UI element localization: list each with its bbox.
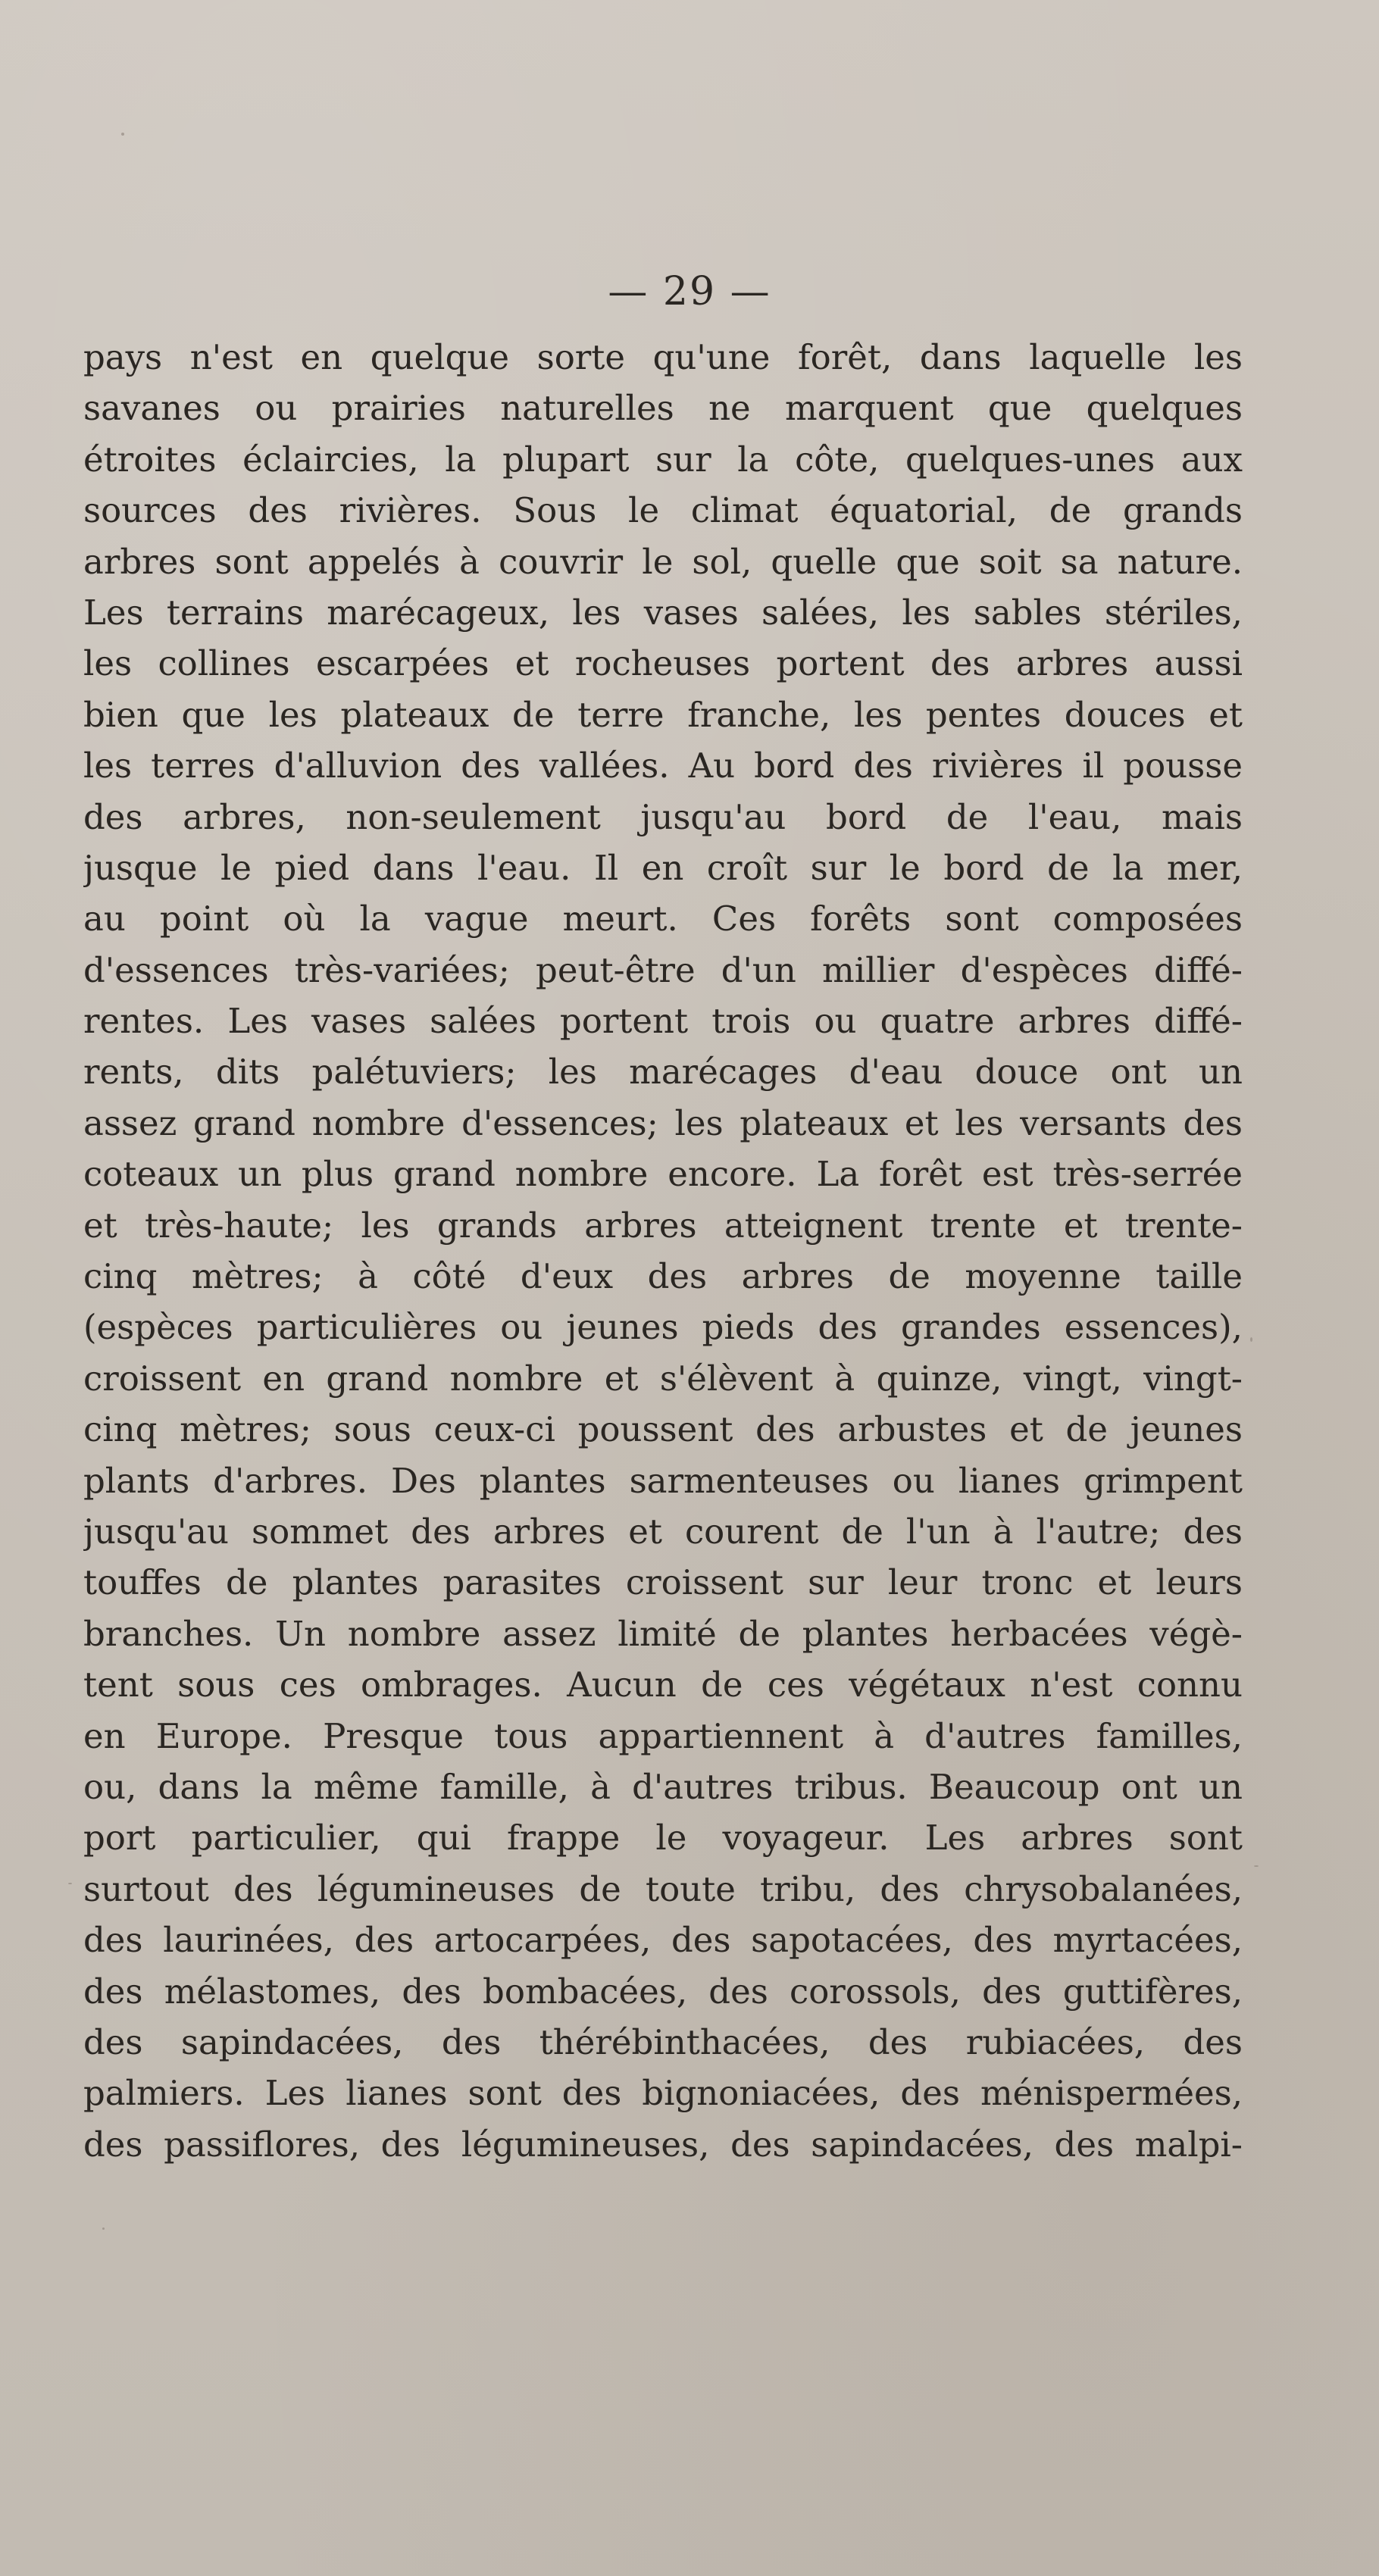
- text-line: cinq mètres; sous ceux-ci poussent des arbustes et de jeunes: [83, 1409, 1243, 1450]
- text-line: surtout des légumineuses de toute tribu, des chrysobalanées,: [83, 1868, 1243, 1909]
- text-line: sources des rivières. Sous le climat équatorial, de grands: [83, 490, 1243, 531]
- text-line: palmiers. Les lianes sont des bignoniacées, des ménispermées,: [83, 2073, 1243, 2114]
- paper-speck: [121, 133, 124, 136]
- text-line: rentes. Les vases salées portent trois ou quatre arbres diffé-: [83, 1001, 1243, 1042]
- text-line: bien que les plateaux de terre franche, les pentes douces et: [83, 694, 1243, 735]
- text-line: Les terrains marécageux, les vases salées, les sables stériles,: [83, 592, 1243, 633]
- text-line: touffes de plantes parasites croissent sur leur tronc et leurs: [83, 1562, 1243, 1603]
- body-text: [83, 332, 1243, 2170]
- text-line: d'essences très-variées; peut-être d'un millier d'espèces diffé-: [83, 949, 1243, 990]
- text-line: des mélastomes, des bombacées, des corossols, des guttifères,: [83, 1971, 1243, 2012]
- text-line: plants d'arbres. Des plantes sarmenteuses ou lianes grimpent: [83, 1460, 1243, 1501]
- text-line: des arbres, non-seulement jusqu'au bord de l'eau, mais: [83, 796, 1243, 837]
- text-line: rents, dits palétuviers; les marécages d'eau douce ont un: [83, 1052, 1243, 1093]
- page-number: — 29 —: [608, 269, 771, 314]
- text-line: arbres sont appelés à couvrir le sol, quelle que soit sa nature.: [83, 541, 1243, 582]
- text-line: des sapindacées, des thérébinthacées, des rubiacées, des: [83, 2021, 1243, 2062]
- text-line: en Europe. Presque tous appartiennent à d'autres familles,: [83, 1715, 1243, 1756]
- text-line: tent sous ces ombrages. Aucun de ces végétaux n'est connu: [83, 1665, 1243, 1705]
- text-line: cinq mètres; à côté d'eux des arbres de moyenne taille: [83, 1256, 1243, 1297]
- text-line: savanes ou prairies naturelles ne marquent que quelques: [83, 388, 1243, 429]
- paper-speck: [68, 1883, 72, 1884]
- text-line: jusque le pied dans l'eau. Il en croît sur le bord de la mer,: [83, 847, 1243, 888]
- text-line: les terres d'alluvion des vallées. Au bord des rivières il pousse: [83, 746, 1243, 786]
- text-line: assez grand nombre d'essences; les plateaux et les versants des: [83, 1102, 1243, 1143]
- paper-speck: [102, 2227, 105, 2230]
- text-line: étroites éclaircies, la plupart sur la côte, quelques-unes aux: [83, 439, 1243, 480]
- text-line: pays n'est en quelque sorte qu'une forêt, dans laquelle les: [83, 337, 1243, 377]
- text-line: les collines escarpées et rocheuses portent des arbres aussi: [83, 643, 1243, 684]
- text-line: jusqu'au sommet des arbres et courent de l'un à l'autre; des: [83, 1511, 1243, 1552]
- text-line: au point où la vague meurt. Ces forêts sont composées: [83, 899, 1243, 939]
- text-line: branches. Un nombre assez limité de plantes herbacées végè-: [83, 1613, 1243, 1654]
- paper-speck: [1250, 1337, 1252, 1342]
- text-line: (espèces particulières ou jeunes pieds des grandes essences),: [83, 1307, 1243, 1348]
- text-line: des laurinées, des artocarpées, des sapotacées, des myrtacées,: [83, 1920, 1243, 1961]
- text-line: port particulier, qui frappe le voyageur. Les arbres sont: [83, 1818, 1243, 1859]
- text-line: coteaux un plus grand nombre encore. La forêt est très-serrée: [83, 1154, 1243, 1195]
- paper-speck: [1254, 1865, 1259, 1867]
- text-line: ou, dans la même famille, à d'autres tribus. Beaucoup ont un: [83, 1766, 1243, 1807]
- text-line: croissent en grand nombre et s'élèvent à quinze, vingt, vingt-: [83, 1358, 1243, 1399]
- text-line: et très-haute; les grands arbres atteignent trente et trente-: [83, 1205, 1243, 1246]
- text-line: des passiflores, des légumineuses, des sapindacées, des malpi-: [83, 2124, 1243, 2165]
